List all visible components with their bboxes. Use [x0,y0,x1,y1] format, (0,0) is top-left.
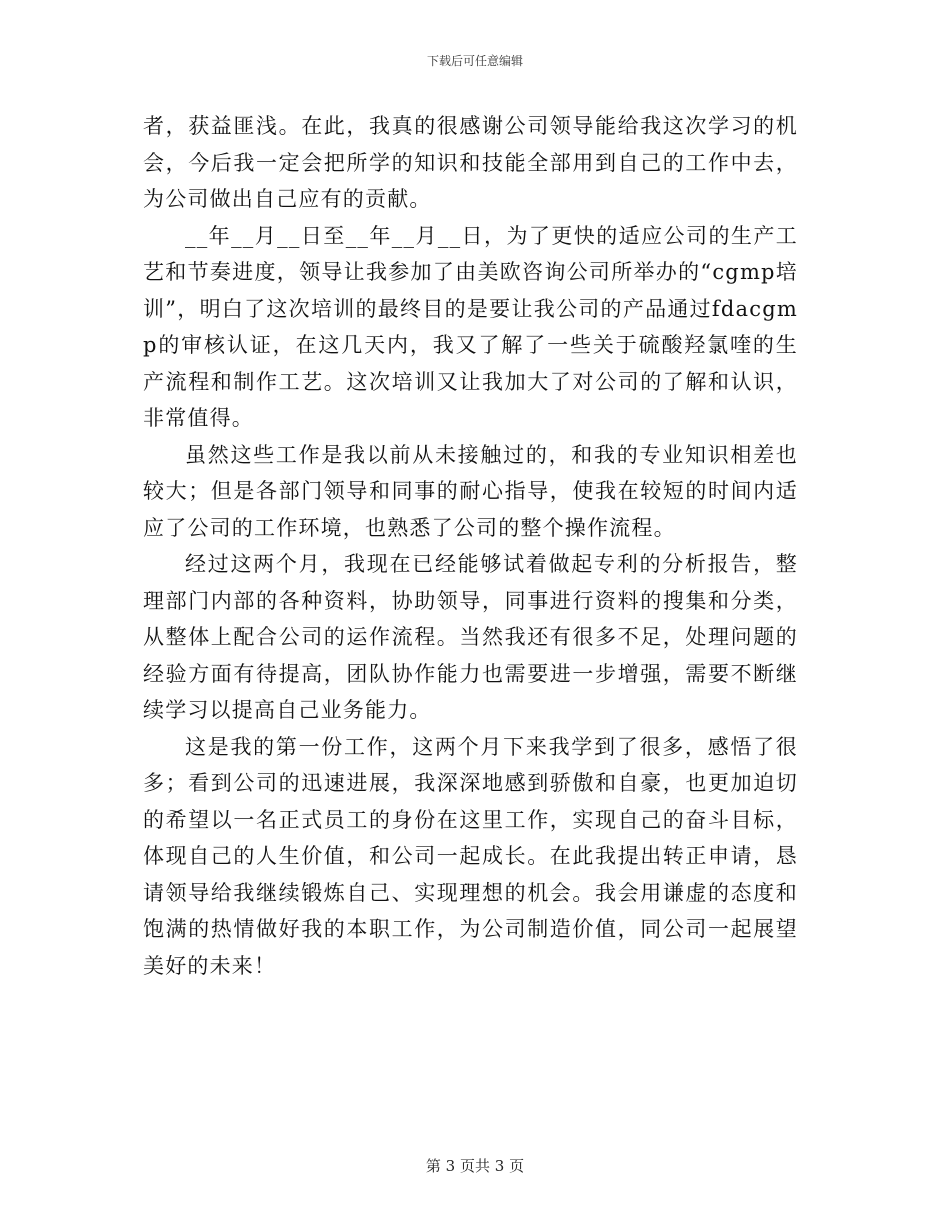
page-header: 下载后可任意编辑 [426,54,523,68]
paragraph-training: __年__月__日至__年__月__日，为了更快的适应公司的生产工艺和节奏进度，领导让我参加了由美欧咨询公司所举办的“cgmp培训”，明白了这次培训的最终目的是要让我公司的产品通过fdacgmp的审核认证，在这几天内，我又了解了一些关于硫酸羟氯喹的生产流程和制作工艺。这次培训又让我加大了对公司的了解和认识，非常值得。 [143,223,798,430]
paragraph-continuation: 者，获益匪浅。在此，我真的很感谢公司领导能给我这次学习的机会，今后我一定会把所学的知识和技能全部用到自己的工作中去，为公司做出自己应有的贡献。 [143,114,798,211]
paragraph-progress: 经过这两个月，我现在已经能够试着做起专利的分析报告，整理部门内部的各种资料，协助领导，同事进行资料的搜集和分类，从整体上配合公司的运作流程。当然我还有很多不足，处理问题的经验方面有待提高，团队协作能力也需要进一步增强，需要不断继续学习以提高自己业务能力。 [143,552,798,722]
paragraph-adaptation: 虽然这些工作是我以前从未接触过的，和我的专业知识相差也较大；但是各部门领导和同事的耐心指导，使我在较短的时间内适应了公司的工作环境，也熟悉了公司的整个操作流程。 [143,442,798,540]
paragraph-conclusion: 这是我的第一份工作，这两个月下来我学到了很多，感悟了很多；看到公司的迅速进展，我深深地感到骄傲和自豪，也更加迫切的希望以一名正式员工的身份在这里工作，实现自己的奋斗目标，体现自己的人生价值，和公司一起成长。在此我提出转正申请，恳请领导给我继续锻炼自己、实现理想的机会。我会用谦虚的态度和饱满的热情做好我的本职工作，为公司制造价值，同公司一起展望美好的未来！ [143,734,798,978]
document-body [143,108,798,984]
page-footer: 第 3 页共 3 页 [425,1157,525,1175]
